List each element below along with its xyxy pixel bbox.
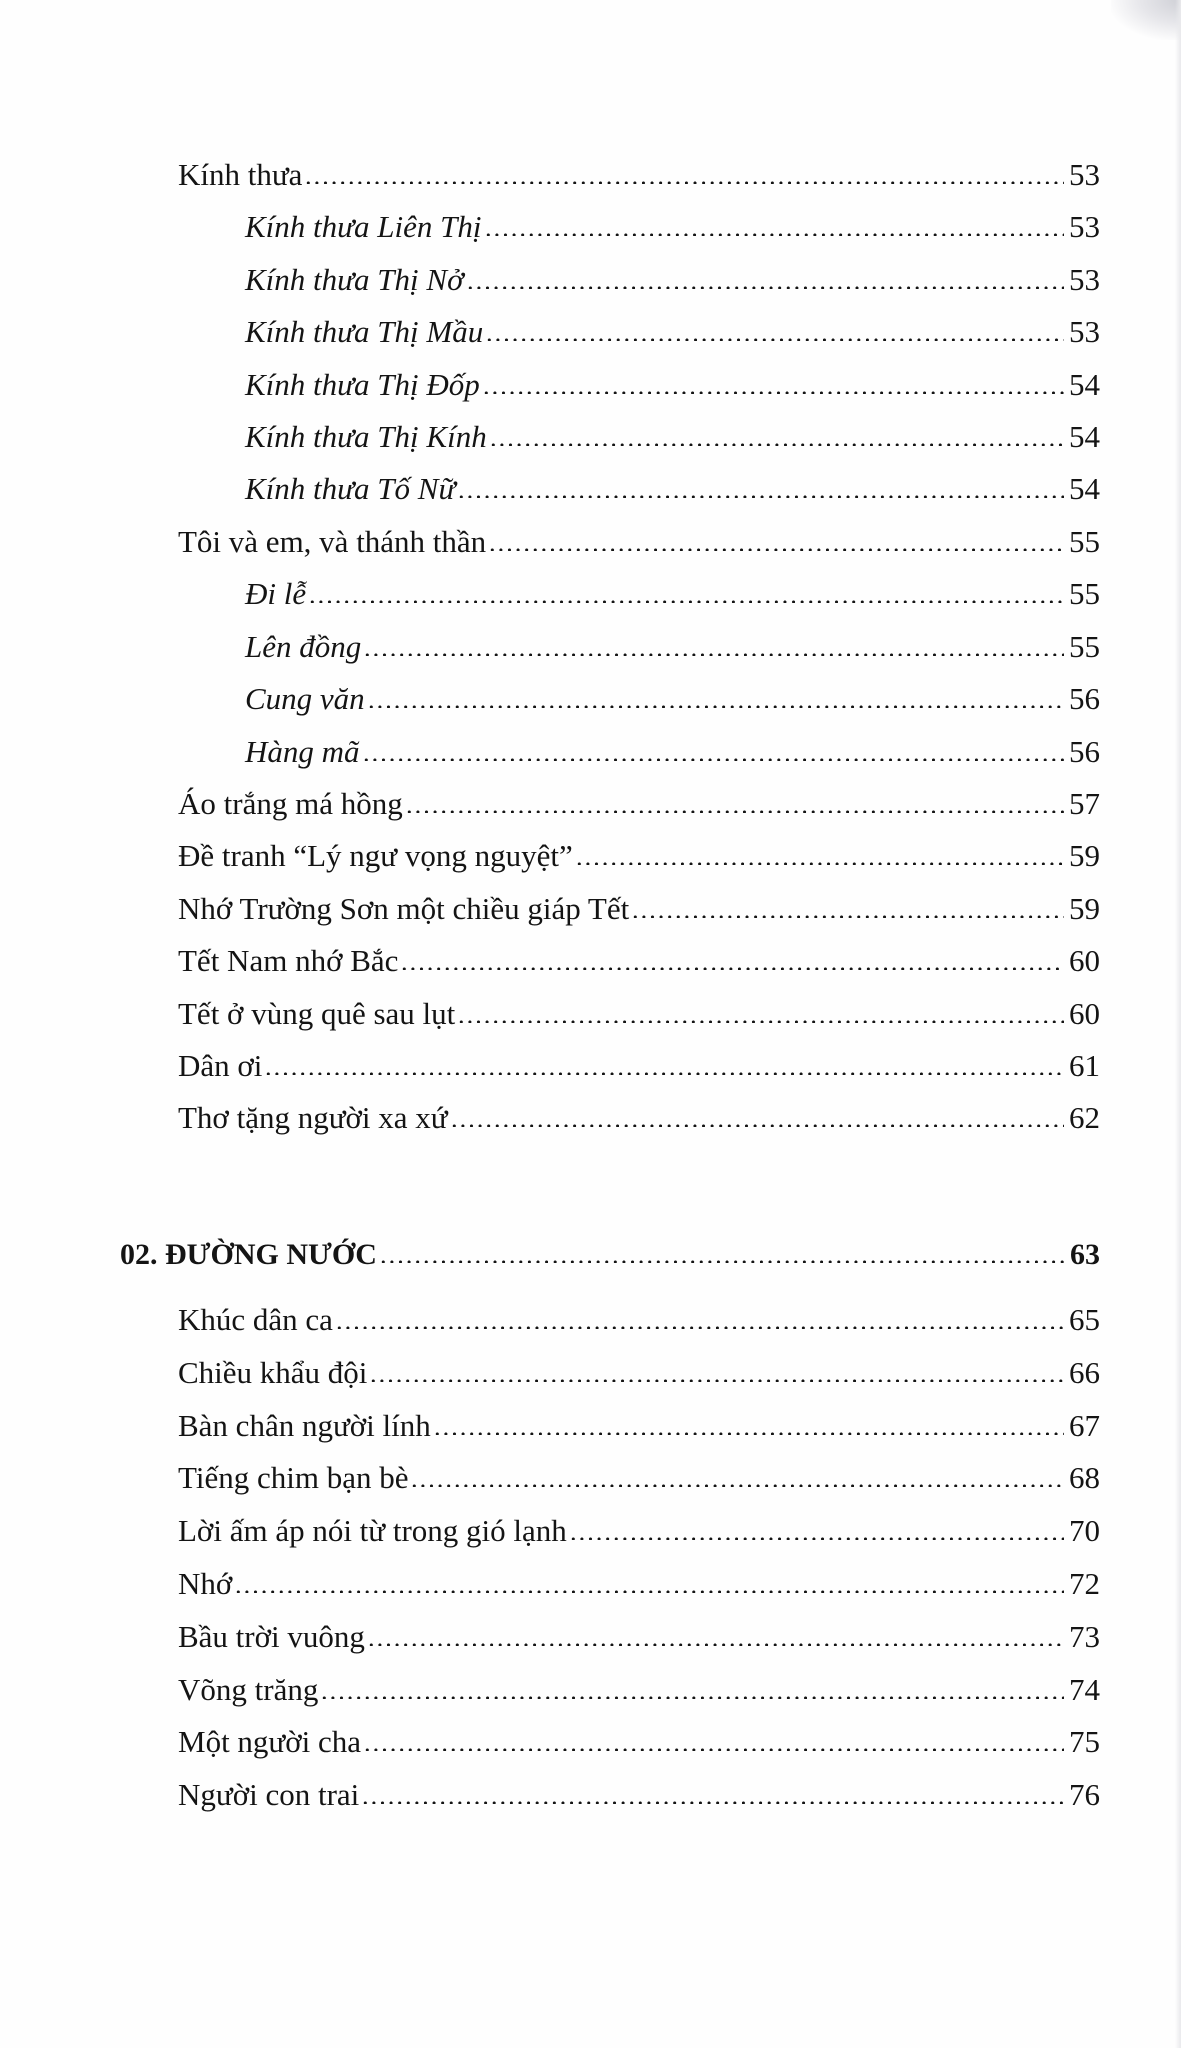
toc-entry-page: 53	[1069, 209, 1100, 244]
dot-leader	[363, 1748, 1064, 1751]
toc-entry-title: Võng trăng	[178, 1672, 319, 1707]
dot-leader	[367, 705, 1064, 708]
toc-entry-title: Kính thưa	[178, 157, 303, 192]
toc-entry-page: 59	[1069, 838, 1100, 873]
toc-entry-page: 61	[1069, 1048, 1100, 1083]
toc-entry-title: Khúc dân ca	[178, 1302, 333, 1337]
toc-entry-title: Tôi và em, và thánh thần	[178, 524, 487, 559]
toc-entry-title: Kính thưa Liên Thị	[245, 209, 482, 244]
toc-entry	[178, 883, 1100, 935]
toc-entry-page: 53	[1069, 262, 1100, 297]
dot-leader	[367, 1643, 1064, 1646]
toc-subentry	[245, 254, 1100, 306]
toc-entry-title: Cung văn	[245, 681, 365, 716]
toc-subentry	[245, 673, 1100, 725]
toc-entry	[178, 1092, 1100, 1144]
dot-leader	[485, 338, 1064, 341]
toc-entry	[178, 1452, 1100, 1504]
page-corner-shadow	[1111, 0, 1181, 40]
toc-entry	[178, 1611, 1100, 1663]
toc-subentry	[245, 306, 1100, 358]
toc-entry	[178, 149, 1100, 201]
toc-entry	[178, 516, 1100, 568]
dot-leader	[482, 391, 1064, 394]
toc-entry-page: 60	[1069, 996, 1100, 1031]
page-edge-shadow	[1175, 0, 1181, 2048]
toc-entry-page: 67	[1069, 1408, 1100, 1443]
toc-entry	[178, 988, 1100, 1040]
dot-leader	[264, 1072, 1064, 1075]
toc-subentry	[245, 359, 1100, 411]
dot-leader	[369, 1379, 1064, 1382]
dot-leader	[320, 1696, 1064, 1699]
toc-entry-title: Đề tranh “Lý ngư vọng nguyệt”	[178, 838, 573, 873]
toc-entry-title: Kính thưa Thị Nở	[245, 262, 464, 297]
toc-entry	[178, 1664, 1100, 1716]
toc-entry	[178, 1040, 1100, 1092]
toc-entry-page: 75	[1069, 1724, 1100, 1759]
toc-entry-title: Tết Nam nhớ Bắc	[178, 943, 399, 978]
toc-entry-title: Chiều khẩu đội	[178, 1355, 368, 1390]
dot-leader	[457, 495, 1064, 498]
toc-entry-page: 57	[1069, 786, 1100, 821]
toc-entry	[178, 1505, 1100, 1557]
toc-entry-page: 54	[1069, 367, 1100, 402]
toc-entry	[178, 1294, 1100, 1346]
toc-entry-page: 72	[1069, 1566, 1100, 1601]
dot-leader	[450, 1124, 1064, 1127]
toc-subentry	[245, 621, 1100, 673]
dot-leader	[433, 1432, 1064, 1435]
toc-entry-title: Dân ơi	[178, 1048, 263, 1083]
toc-entry-title: Kính thưa Thị Đốp	[245, 367, 480, 402]
dot-leader	[484, 233, 1064, 236]
dot-leader	[631, 915, 1064, 918]
toc-entry-title: Lời ấm áp nói từ trong gió lạnh	[178, 1513, 567, 1548]
dot-leader	[362, 758, 1064, 761]
toc-subentry	[245, 201, 1100, 253]
toc-entry-page: 74	[1069, 1672, 1100, 1707]
dot-leader	[363, 653, 1064, 656]
toc-entry-page: 60	[1069, 943, 1100, 978]
toc-entry	[178, 935, 1100, 987]
toc-subentry	[245, 568, 1100, 620]
dot-leader	[361, 1801, 1064, 1804]
toc-entry-page: 56	[1069, 734, 1100, 769]
dot-leader	[234, 1590, 1064, 1593]
dot-leader	[466, 286, 1064, 289]
toc-entry-title: Hàng mã	[245, 734, 360, 769]
toc-entry-title: Nhớ Trường Sơn một chiều giáp Tết	[178, 891, 630, 926]
toc-entry-title: Bầu trời vuông	[178, 1619, 365, 1654]
toc-entry-page: 55	[1069, 629, 1100, 664]
dot-leader	[489, 443, 1064, 446]
toc-entry	[178, 1769, 1100, 1821]
toc-section-heading	[120, 1229, 1100, 1281]
toc-entry-page: 73	[1069, 1619, 1100, 1654]
dot-leader	[575, 862, 1064, 865]
toc-entry-page: 76	[1069, 1777, 1100, 1812]
dot-leader	[308, 600, 1064, 603]
toc-entry-page: 62	[1069, 1100, 1100, 1135]
dot-leader	[405, 810, 1064, 813]
toc-entry-title: Tết ở vùng quê sau lụt	[178, 996, 456, 1031]
toc-entry-page: 68	[1069, 1460, 1100, 1495]
toc-entry-title: Đi lễ	[245, 576, 307, 611]
toc-entry-page: 65	[1069, 1302, 1100, 1337]
dot-leader	[488, 548, 1064, 551]
toc-entry	[178, 778, 1100, 830]
toc-entry-page: 54	[1069, 471, 1100, 506]
dot-leader	[410, 1484, 1064, 1487]
toc-entry	[178, 1716, 1100, 1768]
dot-leader	[457, 1020, 1064, 1023]
dot-leader	[379, 1260, 1064, 1263]
toc-entry-page: 53	[1069, 314, 1100, 349]
toc-entry	[178, 1347, 1100, 1399]
toc-subentry	[245, 463, 1100, 515]
toc-entry-page: 56	[1069, 681, 1100, 716]
section-title: 02. ĐƯỜNG NƯỚC	[120, 1238, 377, 1271]
toc-entry-title: Lên đồng	[245, 629, 362, 664]
toc-entry-title: Kính thưa Tố Nữ	[245, 471, 456, 506]
dot-leader	[304, 181, 1064, 184]
toc-entry-page: 66	[1069, 1355, 1100, 1390]
toc-entry-title: Kính thưa Thị Kính	[245, 419, 487, 454]
dot-leader	[335, 1326, 1064, 1329]
toc-entry-title: Áo trắng má hồng	[178, 786, 403, 821]
toc-entry	[178, 1400, 1100, 1452]
dot-leader	[569, 1537, 1064, 1540]
toc-entry-title: Người con trai	[178, 1777, 360, 1812]
toc-entry-title: Một người cha	[178, 1724, 362, 1759]
toc-entry-page: 55	[1069, 524, 1100, 559]
dot-leader	[400, 967, 1064, 970]
toc-subentry	[245, 726, 1100, 778]
toc-entry-title: Tiếng chim bạn bè	[178, 1460, 409, 1495]
toc-entry-title: Kính thưa Thị Mầu	[245, 314, 484, 349]
toc-entry	[178, 1558, 1100, 1610]
toc-entry	[178, 830, 1100, 882]
toc-entry-title: Bàn chân người lính	[178, 1408, 431, 1443]
toc-entry-page: 70	[1069, 1513, 1100, 1548]
toc-entry-page: 53	[1069, 157, 1100, 192]
toc-entry-title: Nhớ	[178, 1566, 233, 1601]
toc-entry-page: 54	[1069, 419, 1100, 454]
toc-entry-page: 59	[1069, 891, 1100, 926]
toc-entry-page: 55	[1069, 576, 1100, 611]
toc-subentry	[245, 411, 1100, 463]
section-page: 63	[1070, 1238, 1100, 1271]
toc-entry-title: Thơ tặng người xa xứ	[178, 1100, 448, 1135]
